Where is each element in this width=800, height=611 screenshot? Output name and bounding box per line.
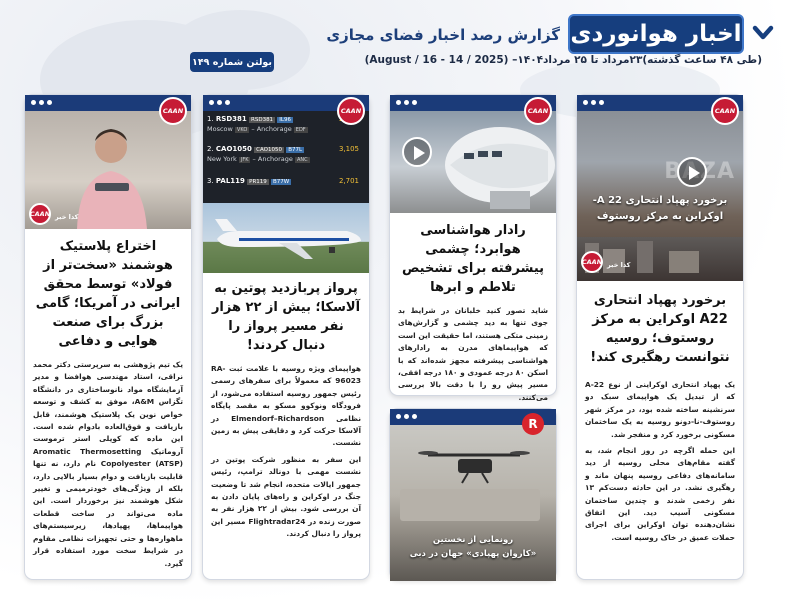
flight-row[interactable]: 1. RSD381 RSD381 IL96 Moscow VKO – Anchorage EDF	[207, 115, 306, 133]
researcher-photo	[25, 111, 191, 229]
news-card-weather-radar[interactable]	[389, 94, 557, 402]
aircraft-nose-image	[430, 121, 550, 209]
chevron-down-icon	[752, 22, 774, 44]
more-dots-icon[interactable]	[583, 100, 604, 105]
news-card-drone-strike[interactable]	[576, 94, 744, 580]
flight-row[interactable]: 3. PAL119 PR119 B77W 2,701	[207, 177, 359, 185]
overlay-title: رونمایی از نخستین	[432, 535, 514, 545]
page-title: اخبار هوانوردی	[570, 21, 742, 47]
date-range: (طی ۴۸ ساعت گذشته)۲۳مرداد تا ۲۵ مرداد۱۴۰۴– (2025 / August / 16 - 14)	[364, 54, 762, 66]
flight-row[interactable]: 2. CAO1050 CAO1050 B77L 3,105 New York JFK – Anchorage ANC	[207, 145, 359, 163]
page-title-box	[568, 14, 744, 54]
caan-logo: CAAN	[337, 97, 365, 125]
news-card-putin-flight[interactable]	[202, 94, 370, 580]
caan-small-logo: CAAN	[29, 203, 51, 225]
more-dots-icon[interactable]	[396, 414, 417, 419]
aircraft-photo	[203, 203, 369, 273]
news-label: کدا خبر	[607, 261, 631, 269]
body-paragraph: هواپیمای ویژه روسیه با علامت ثبت RA-96023 که معمولاً برای سفرهای رسمی رئیس جمهور روسیه استفاده می‌شود، از فرودگاه ونوکوو مسکو به مقصد پایگاه نظامی Elmendorf–Richardson در آلاسکا حرکت کرد و دقایقی پیش به زمین نشست.	[211, 364, 361, 448]
caan-logo: CAAN	[711, 97, 739, 125]
card-headline[interactable]: برخورد پهپاد انتحاری A22 اوکراین به مرکز روستوف؛ روسیه نتوانست رهگیری کند!	[590, 293, 730, 365]
channel-badge: R	[522, 413, 544, 435]
overlay-subtitle: «کاروان پهپادی» جهان در دبی	[409, 549, 537, 559]
play-icon[interactable]	[677, 157, 707, 187]
body-paragraph: شاید تصور کنید خلبانان در شرایط بد جوی تنها به دید چشمی و گزارش‌های زمینی متکی هستند، اما حقیقت این است که هواپیماهای مدرن به رادارهای هواشناسی پیشرفته مجهز شده‌اند که با اسکن ۸۰ درجه عمودی و ۱۸۰ درجه افقی، مسیر پیش رو را با دقت بالا بررسی می‌کنند.	[398, 306, 549, 402]
card-headline[interactable]: رادار هواشناسی هوابرد؛ چشمی پیشرفته برای تشخیص تلاطم و ابرها	[401, 223, 545, 295]
bulletin-badge	[190, 52, 274, 72]
card-body	[577, 369, 743, 544]
body-paragraph: این سفر به منظور شرکت پوتین در نشست مهمی با دونالد ترامپ، رئیس جمهور ایالات متحده، انجام شد تا وضعیت جنگ در اوکراین و راه‌های پایان دادن به آن بررسی شود. بیش از ۲۲ هزار نفر به صورت زنده در Flightradar24 مسیر این پرواز را دنبال کردند.	[211, 454, 361, 539]
card-headline[interactable]: پرواز پربازدید پوتین به آلاسکا؛ بیش از ۲۲ هزار نفر مسیر پرواز را دنبال کردند!	[211, 281, 361, 353]
airplane-image	[209, 217, 365, 261]
watermark-text: BAZA	[664, 159, 735, 184]
play-icon[interactable]	[402, 137, 432, 167]
caan-logo: CAAN	[159, 97, 187, 125]
video-thumbnail[interactable]	[577, 111, 743, 281]
overlay-subtitle: اوکراین به مرکز روستوف	[596, 211, 724, 222]
more-dots-icon[interactable]	[396, 100, 417, 105]
overlay-title: برخورد پهپاد انتحاری A 22-	[592, 195, 728, 206]
body-paragraph: یک پهپاد انتحاری اوکراینی از نوع A-22 که از تبدیل یک هواپیمای سبک دو سرنشینه ساخته شده بود، در مرکز شهر روستوف-نا-دونو روسیه به یک ساختمان مسکونی برخورد کرد و منفجر شد.	[585, 380, 735, 439]
news-card-drone-caravan[interactable]	[389, 408, 557, 580]
card-body	[203, 357, 369, 541]
bulletin-number: بولتن شماره ۱۴۹	[192, 56, 272, 68]
caan-logo: CAAN	[524, 97, 552, 125]
card-body	[25, 353, 191, 570]
header	[326, 12, 774, 54]
more-dots-icon[interactable]	[209, 100, 230, 105]
body-paragraph: یک تیم پژوهشی به سرپرستی دکتر محمد نراقی، استاد مهندسی هوافضا و مدیر آزمایشگاه مواد نانوساختاری در دانشگاه تگزاس A&M، موفق به کشف و توسعه خواص نوین یک پلاستیک هوشمند، قابل بازیافت و فوق‌العاده بادوام شده است. این ماده که کوپلی استر ترموست آروماتیک Aromatic Thermosetting Copolyester (ATSP) نام دارد، نه تنها قابلیت بازیافت و دوام بسیار بالایی دارد، بلکه از ویژگی‌های خودترمیمی و تغییر شکل هوشمند نیز برخوردار است. این ماده می‌تواند در ساخت قطعات هواپیماها، پهپادها، زیرسیستم‌های ماهواره‌ها و حتی تجهیزات نظامی مقاوم در شرایط سخت مورد استفاده قرار گیرد.	[33, 360, 183, 568]
flight-tracker-list	[203, 111, 369, 203]
news-card-smart-plastic[interactable]	[24, 94, 192, 580]
card-headline[interactable]: اختراع پلاستیک هوشمند «سخت‌تر از فولاد» توسط محقق ایرانی در آمریکا؛ گامی بزرگ برای صنعت هوایی و دفاعی	[35, 239, 181, 349]
card-body	[390, 299, 556, 404]
more-dots-icon[interactable]	[31, 100, 52, 105]
caan-small-logo: CAAN	[581, 251, 603, 273]
body-paragraph: این حمله اگرچه در روز انجام شد، به گفته مقام‌های محلی روسیه از دید سامانه‌های دفاعی روسیه پنهان ماند و رهگیری نشد. در این حادثه دست‌کم ۱۳ نفر زخمی شدند و چندین ساختمان مسکونی آسیب دید. این اتفاق نشان‌دهنده توان اوکراین برای اجرای حملات عمیق در خاک روسیه است.	[585, 446, 735, 542]
video-thumbnail[interactable]	[390, 111, 556, 213]
drone-image	[418, 445, 530, 485]
page-subtitle: گزارش رصد اخبار فضای مجازی	[326, 26, 560, 44]
video-thumbnail[interactable]	[390, 425, 556, 581]
news-label: کدا خبر	[55, 213, 79, 221]
